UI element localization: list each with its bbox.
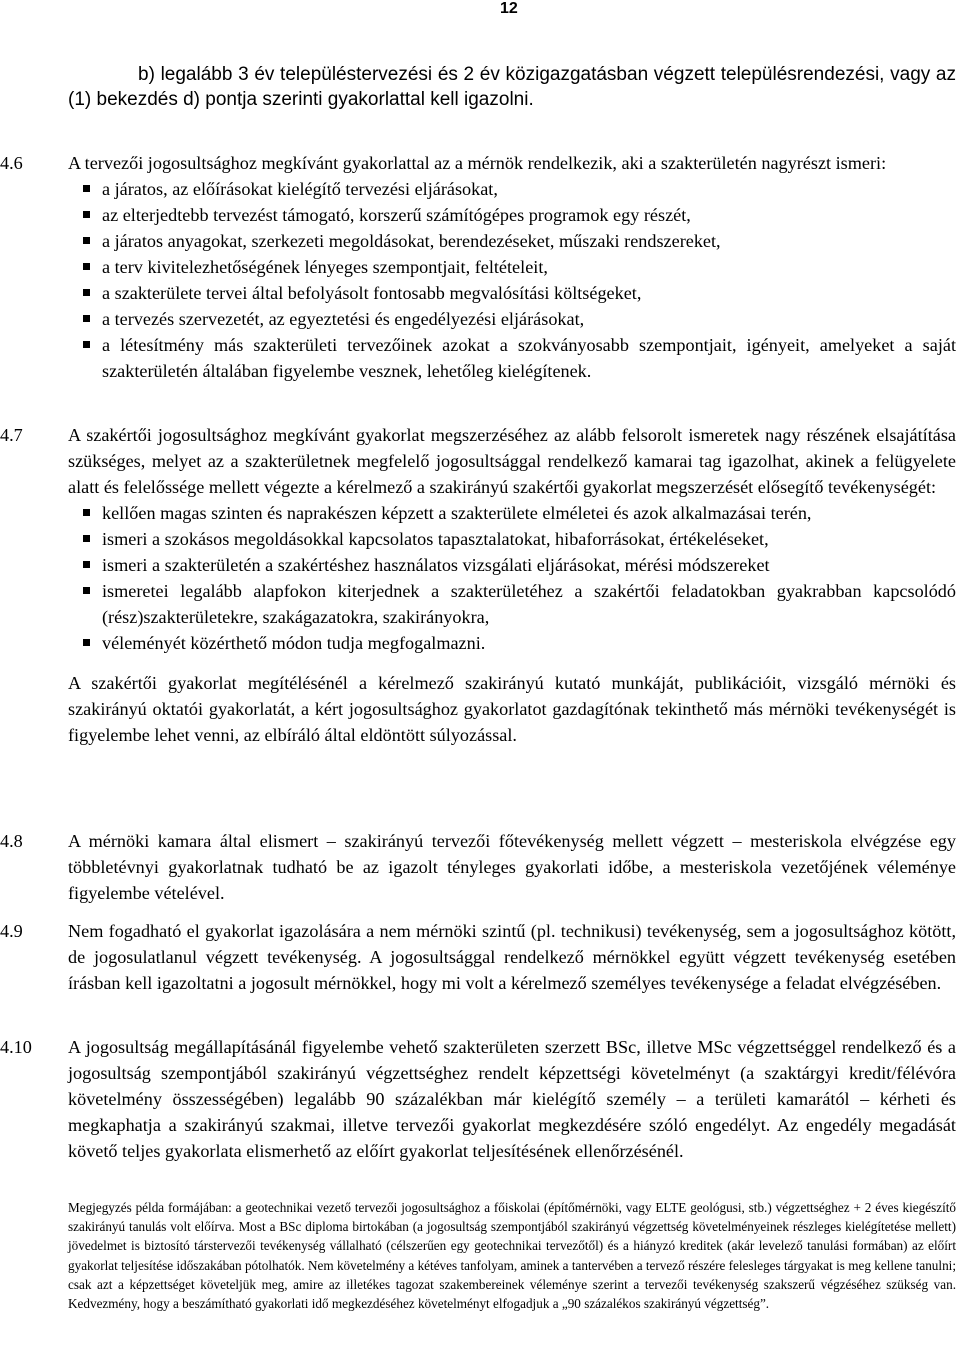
page-number: 12 <box>500 0 518 17</box>
section-lead: A tervezői jogosultsághoz megkívánt gyakorlattal az a mérnök rendelkezik, aki a szakterületén nagyrészt ismeri: <box>68 153 887 173</box>
list-item: ismeri a szokásos megoldásokkal kapcsolatos tapasztalatokat, hibaforrásokat, értékeléseket, <box>68 526 956 552</box>
bullet-list <box>68 500 956 656</box>
bullet-list <box>68 176 956 384</box>
section-4-10 <box>0 1034 960 1164</box>
list-item: ismeri a szakterületén a szakértéshez használatos vizsgálati eljárásokat, mérési módszereket <box>68 552 956 578</box>
list-item: a szakterülete tervei által befolyásolt fontosabb megvalósítási költségeket, <box>68 280 956 306</box>
section-4-6 <box>0 150 960 384</box>
list-item: az elterjedtebb tervezést támogató, korszerű számítógépes programok egy részét, <box>68 202 956 228</box>
section-lead: A szakértői jogosultsághoz megkívánt gyakorlat megszerzéséhez az alább felsorolt ismeretek nagy részének elsajátítása szükséges, melyet az a szakterületnek megfelelő jogosultsággal rendelkező kamarai tag igazolhat, akinek a felügyelete alatt és felelőssége mellett végezte a kérelmező a szakirányú szakértői gyakorlat megszerzését elősegítő tevékenységét: <box>68 425 956 497</box>
section-4-8 <box>0 828 960 906</box>
section-number: 4.7 <box>0 425 23 445</box>
section-number: 4.10 <box>0 1037 32 1057</box>
list-item: a tervezés szervezetét, az egyeztetési és engedélyezési eljárásokat, <box>68 306 956 332</box>
list-item: a járatos, az előírásokat kielégítő tervezési eljárásokat, <box>68 176 956 202</box>
list-item: ismeretei legalább alapfokon kiterjednek a szakterületéhez a szakértői feladatokban gyakrabban kapcsolódó (rész)szakterületekre, szakágazatokra, szakirányokra, <box>68 578 956 630</box>
intro-text: b) legalább 3 év településtervezési és 2 év közigazgatásban végzett településrendezési, vagy az (1) bekezdés d) pontja szerinti gyakorlattal kell igazolni. <box>68 64 956 110</box>
intro-paragraph <box>68 62 956 112</box>
section-4-9 <box>0 918 960 996</box>
list-item: a terv kivitelezhetőségének lényeges szempontjait, feltételeit, <box>68 254 956 280</box>
section-lead: A mérnöki kamara által elismert – szakirányú tervezői főtevékenység mellett végzett – mesteriskola elvégzése egy többletévnyi gyakorlatnak tudható be az igazolt tényleges gyakorlati időbe, a mesteriskola vezetőjének véleménye figyelembe vételével. <box>68 831 956 903</box>
list-item: a létesítmény más szakterületi tervezőinek azokat a szokványosabb szempontjait, igényeit, amelyeket a saját szakterületén általában figyelembe vesznek, lehetőleg kielégítenek. <box>68 332 956 384</box>
footnote: Megjegyzés példa formájában: a geotechnikai vezető tervezői jogosultsághoz a főiskolai (építőmérnöki, vagy ELTE geológusi, stb.) végzettséghez + 2 éves kiegészítő szakirányú tanulás volt előírva. Most a BSc diploma birtokában (a jogosultság szempontjából szakirányú végzettség követelményeinek részleges kielégítetése mellett) jövedelmet is biztosító társtervezői tevékenység vállalható (célszerűen egy geotechnikai tervezőtől) és a hiányzó kreditek (akár levelező tanulási formában) az előírt gyakorlat teljesítése időszakában pótolhatók. Nem követelmény a kétéves tanfolyam, aminek a tantervében a tervező részére felesleges tárgyakat is meg kellene tanulni; csak azt a képzettséget követeljük meg, amire az illetékes tagozat szakembereinek véleménye szerint a tervezői tevékenység szakszerű végzéséhez szükség van. Kedvezmény, hogy a beszámítható gyakorlati idő megkezdéséhez követelményt elfogadjuk a „90 százalékos szakirányú végzettség”. <box>68 1200 956 1312</box>
section-paragraph: A szakértői gyakorlat megítélésénél a kérelmező szakirányú kutató munkáját, publikációit, vizsgáló mérnöki és szakirányú oktatói gyakorlatát, a kért jogosultsághoz gyakorlatot gazdagítónak tekinthető más mérnöki tevékenységét is figyelembe lehet venni, az elbíráló által eldöntött súlyozással. <box>68 673 956 745</box>
section-number: 4.8 <box>0 831 23 851</box>
section-number: 4.9 <box>0 921 23 941</box>
list-item: kellően magas szinten és naprakészen képzett a szakterülete elméletei és azok alkalmazásai terén, <box>68 500 956 526</box>
section-4-7 <box>0 422 960 748</box>
section-lead: Nem fogadható el gyakorlat igazolására a nem mérnöki szintű (pl. technikusi) tevékenység, sem a jogosultsághoz kötött, de jogosulatlanul végzett tevékenység. A jogosultsággal rendelkező mérnökkel együtt végzett tevékenység esetében írásban kell igazoltatni a jogosult mérnökkel, hogy mi volt a kérelmező személyes tevékenysége a feladat elvégzésében. <box>68 921 956 993</box>
list-item: a járatos anyagokat, szerkezeti megoldásokat, berendezéseket, műszaki rendszereket, <box>68 228 956 254</box>
section-number: 4.6 <box>0 153 23 173</box>
section-lead: A jogosultság megállapításánál figyelembe vehető szakterületen szerzett BSc, illetve MSc végzettséggel rendelkező és a jogosultság szempontjából szakirányú végzettséghez rendelt képzettségi követelményt (a szaktárgyi kredit/félévóra követelmény összességében) legalább 90 százalékban már kielégítő személy – a területi kamarától – kérheti és megkaphatja a szakirányú szakmai, illetve tervezői gyakorlat megkezdésére szóló engedélyt. Az engedély megadását követő teljes gyakorlata elismerhető az előírt gyakorlat teljesítésének ellenőrzésénél. <box>68 1037 956 1161</box>
list-item: véleményét közérthető módon tudja megfogalmazni. <box>68 630 956 656</box>
